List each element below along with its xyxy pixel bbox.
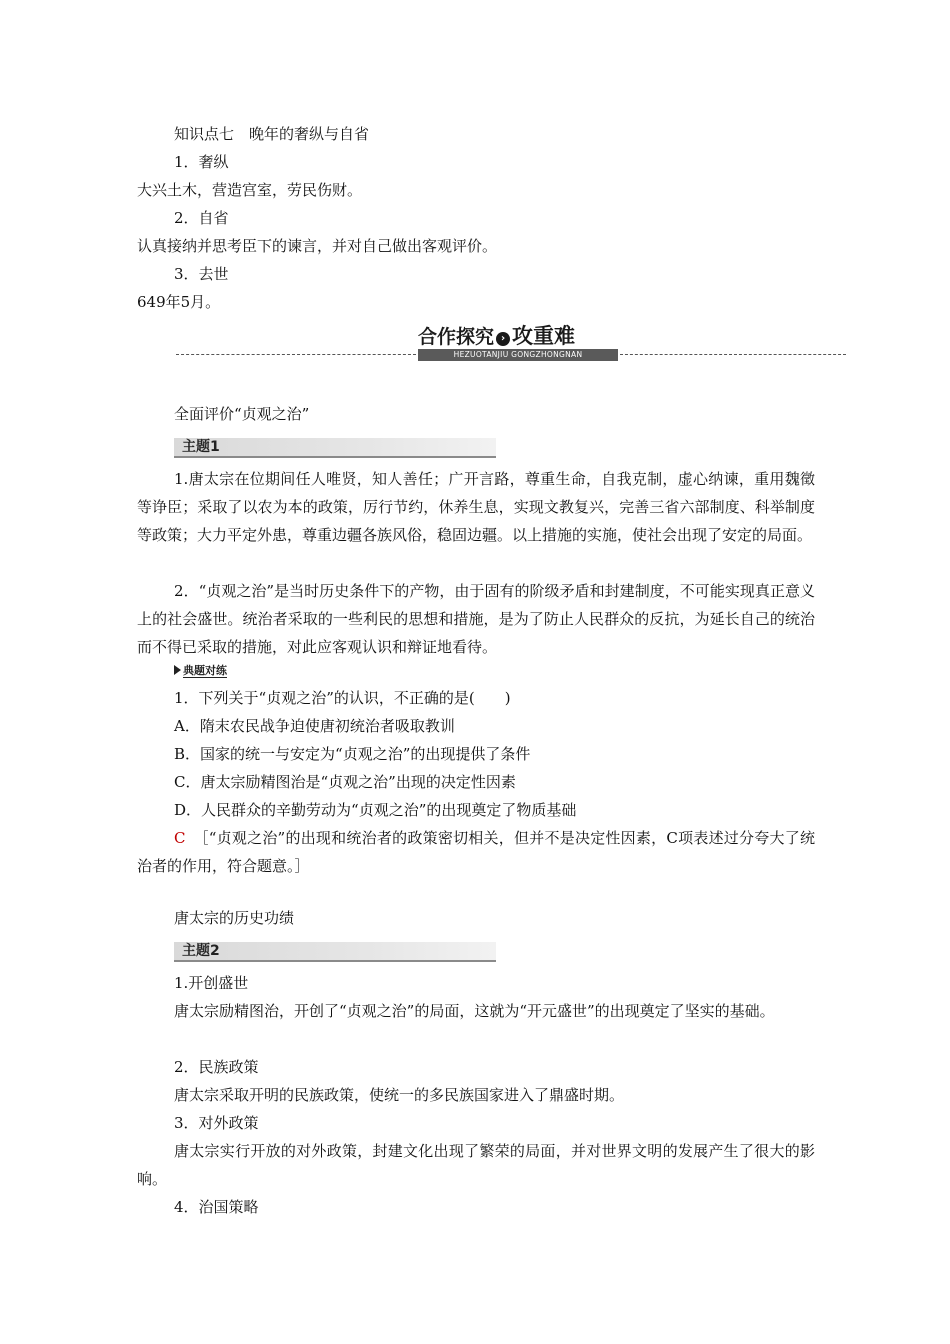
answer-letter: C <box>174 829 186 847</box>
topic-heading: 唐太宗的历史功绩 <box>174 909 295 927</box>
item-text: 649年5月。 <box>137 293 221 311</box>
item-title: 3．对外政策 <box>174 1114 259 1132</box>
paragraph: 1.唐太宗在位期间任人唯贤，知人善任；广开言路，尊重生命，自我克制，虚心纳谏，重用魏徵等诤臣；采取了以农为本的政策，厉行节约，休养生息，实现文教复兴，完善三省六部制度、科举制度等政策；大力平定外患，尊重边疆各族风俗，稳固边疆。以上措施的实施，使社会出现了安定的局面。 <box>137 470 815 544</box>
option-b: B．国家的统一与安定为“贞观之治”的出现提供了条件 <box>174 745 531 763</box>
practice-label <box>174 663 227 679</box>
item-title: 1.开创盛世 <box>174 974 249 992</box>
section-banner-title <box>418 324 618 348</box>
item-title: 2．民族政策 <box>174 1058 259 1076</box>
banner-title-part2: 攻重难 <box>512 324 576 348</box>
triangle-right-icon <box>174 665 181 675</box>
banner-subtitle: HEZUOTANJIU GONGZHONGNAN <box>418 349 618 361</box>
practice-label-text: 典题对练 <box>183 664 227 677</box>
topic-bar <box>174 942 496 962</box>
option-c: C．唐太宗励精图治是“贞观之治”出现的决定性因素 <box>174 773 516 791</box>
section-heading: 知识点七 晚年的奢纵与自省 <box>174 125 370 143</box>
item-text: 大兴土木，营造宫室，劳民伤财。 <box>137 181 363 199</box>
item-text: 唐太宗实行开放的对外政策，封建文化出现了繁荣的局面，并对世界文明的发展产生了很大的影响。 <box>137 1142 815 1188</box>
item-title: 1．奢纵 <box>174 153 229 171</box>
topic-heading: 全面评价“贞观之治” <box>174 405 310 423</box>
item-text: 认真接纳并思考臣下的谏言，并对自己做出客观评价。 <box>137 237 498 255</box>
topic-label: 主题1 <box>182 439 220 455</box>
item-text: 唐太宗采取开明的民族政策，使统一的多民族国家进入了鼎盛时期。 <box>174 1086 625 1104</box>
topic-label: 主题2 <box>182 943 220 959</box>
paragraph: 2．“贞观之治”是当时历史条件下的产物，由于固有的阶级矛盾和封建制度，不可能实现真正意义上的社会盛世。统治者采取的一些利民的思想和措施，是为了防止人民群众的反抗，为延长自己的统治而不得已采取的措施，对此应客观认识和辩证地看待。 <box>137 582 815 656</box>
arrow-right-icon: › <box>496 332 510 346</box>
item-title: 2．自省 <box>174 209 229 227</box>
item-title: 4．治国策略 <box>174 1198 259 1216</box>
option-a: A．隋末农民战争迫使唐初统治者吸取教训 <box>174 717 455 735</box>
item-text: 唐太宗励精图治，开创了“贞观之治”的局面，这就为“开元盛世”的出现奠定了坚实的基础。 <box>174 1002 775 1020</box>
topic-bar <box>174 438 496 458</box>
option-d: D．人民群众的辛勤劳动为“贞观之治”的出现奠定了物质基础 <box>174 801 577 819</box>
banner-divider-right <box>620 354 846 355</box>
answer-text: ［“贞观之治”的出现和统治者的政策密切相关，但并不是决定性因素，C项表述过分夸大了统治者的作用，符合题意。］ <box>137 829 815 875</box>
banner-divider-left <box>176 354 416 355</box>
banner-title-part1: 合作探究 <box>418 326 495 348</box>
answer-explanation <box>137 824 815 880</box>
item-title: 3．去世 <box>174 265 229 283</box>
question: 1．下列关于“贞观之治”的认识，不正确的是( ) <box>174 689 511 707</box>
